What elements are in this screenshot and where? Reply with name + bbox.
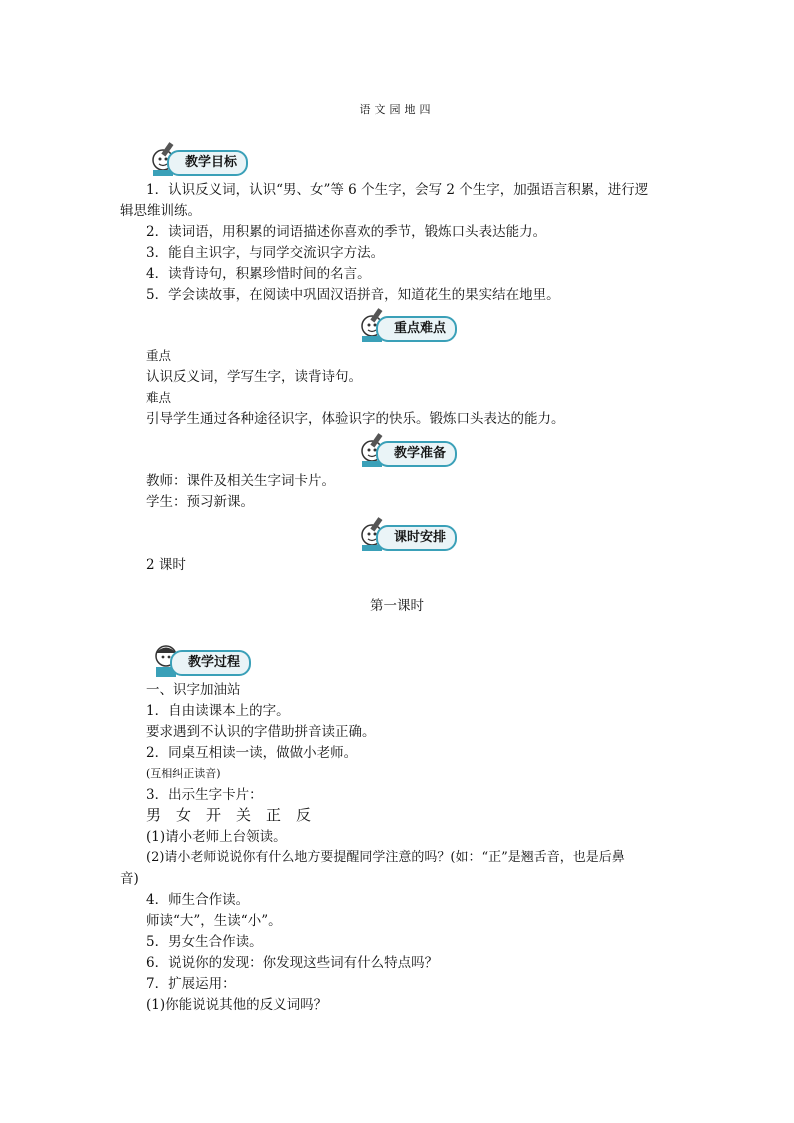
- process-line: 1．自由读课本上的字。: [146, 703, 290, 719]
- process-line: 3．出示生字卡片：: [146, 787, 263, 803]
- section-badge-schedule: [354, 515, 474, 555]
- student-prep: 学生：预习新课。: [146, 494, 254, 510]
- lesson-title: 第一课时: [370, 598, 424, 614]
- process-line: 2．同桌互相读一读，做做小老师。: [146, 745, 358, 761]
- process-line: (1)请小老师上台领读。: [146, 829, 287, 845]
- goal-line: 4．读背诗句，积累珍惜时间的名言。: [146, 266, 371, 282]
- goal-line: 辑思维训练。: [120, 203, 201, 219]
- section-badge-preparation: [354, 431, 474, 471]
- difficult-label: 难点: [146, 390, 172, 405]
- section-heading: 教学目标: [167, 150, 248, 176]
- goal-line: 3．能自主识字，与同学交流识字方法。: [146, 245, 385, 261]
- character-list: 男 女 开 关 正 反: [146, 806, 312, 824]
- key-label: 重点: [146, 348, 172, 363]
- teacher-prep: 教师：课件及相关生字词卡片。: [146, 473, 335, 489]
- page-title: 语文园地四: [359, 103, 435, 116]
- process-line: 要求遇到不认识的字借助拼音读正确。: [146, 724, 376, 740]
- goal-line: 1．认识反义词，认识“男、女”等 6 个生字，会写 2 个生字，加强语言积累，进行逻: [146, 182, 649, 198]
- difficult-text: 引导学生通过各种途径识字，体验识字的快乐。锻炼口头表达的能力。: [146, 411, 565, 427]
- process-line: 音): [120, 871, 139, 887]
- process-line: (互相纠正读音): [146, 767, 221, 780]
- schedule-text: 2 课时: [146, 557, 186, 573]
- section-heading: 课时安排: [376, 525, 457, 551]
- goal-line: 5．学会读故事，在阅读中巩固汉语拼音，知道花生的果实结在地里。: [146, 287, 560, 303]
- key-text: 认识反义词，学写生字，读背诗句。: [146, 369, 362, 385]
- process-line: 5．男女生合作读。: [146, 934, 263, 950]
- process-line: (2)请小老师说说你有什么地方要提醒同学注意的吗？(如：“正”是翘舌音，也是后鼻: [146, 850, 625, 865]
- section-heading: 重点难点: [376, 316, 457, 342]
- section-badge-key-points: [354, 306, 474, 346]
- process-line: 师读“大”，生读“小”。: [146, 913, 282, 929]
- section-heading: 教学过程: [170, 650, 251, 676]
- goal-line: 2．读词语，用积累的词语描述你喜欢的季节，锻炼口头表达能力。: [146, 224, 547, 240]
- process-line: 一、识字加油站: [146, 682, 241, 698]
- section-badge-process: [148, 640, 268, 680]
- section-heading: 教学准备: [376, 441, 457, 467]
- process-line: 6．说说你的发现：你发现这些词有什么特点吗？: [146, 955, 439, 971]
- process-line: 7．扩展运用：: [146, 976, 236, 992]
- process-line: 4．师生合作读。: [146, 892, 250, 908]
- process-line: (1)你能说说其他的反义词吗？: [146, 997, 328, 1013]
- section-badge-goals: [145, 140, 275, 180]
